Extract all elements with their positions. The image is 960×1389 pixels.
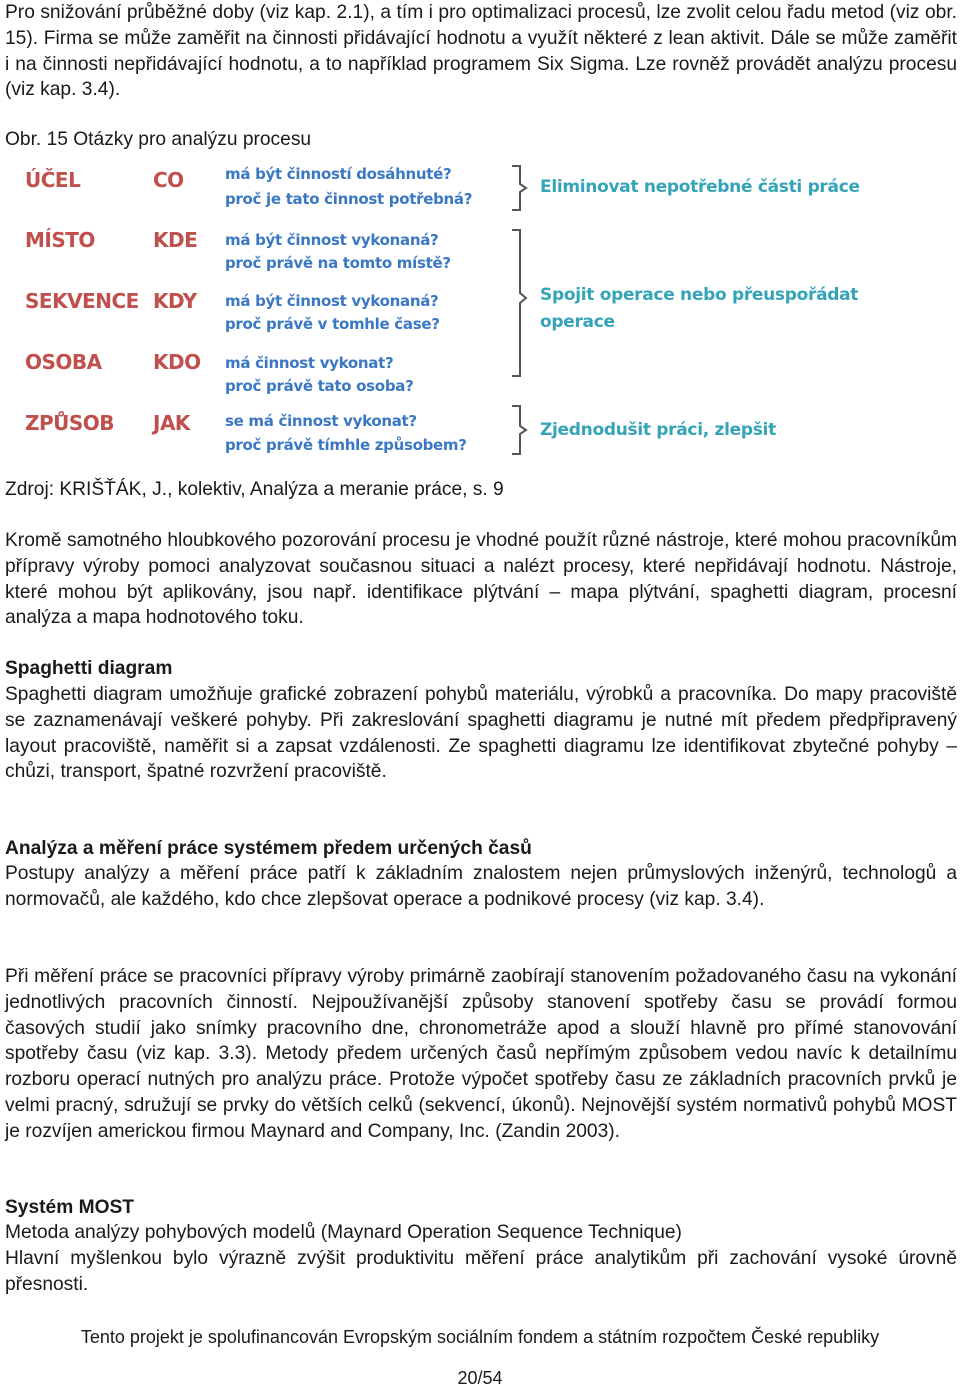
action-simplify: Zjednodušit práci, zlepšit: [540, 420, 776, 440]
question-1-line-1: má být činností dosáhnuté?: [225, 165, 452, 183]
question-word-co: CO: [153, 168, 184, 192]
question-word-jak: JAK: [153, 411, 190, 435]
most-heading: Systém MOST: [5, 1197, 135, 1218]
question-3-line-1: má být činnost vykonaná?: [225, 292, 439, 310]
action-combine-line-2: operace: [540, 312, 615, 332]
question-word-kdy: KDY: [153, 289, 197, 313]
category-ucel: ÚČEL: [25, 168, 81, 192]
bracket-bottom: [512, 406, 526, 454]
category-zpusob: ZPŮSOB: [25, 411, 115, 435]
most-line-1: Metoda analýzy pohybových modelů (Maynard Operation Sequence Technique): [5, 1222, 682, 1243]
bracket-middle: [512, 230, 526, 376]
footer-text: Tento projekt je spolufinancován Evropským sociálním fondem a státním rozpočtem České republiky: [80, 1327, 880, 1347]
most-line-2: Hlavní myšlenkou bylo výrazně zvýšit produktivitu měření práce analytikům při zachování vysoké úrovně přesnosti.: [5, 1248, 957, 1295]
page-number: 20/54: [457, 1368, 503, 1388]
figure-caption: Obr. 15 Otázky pro analýzu procesu: [5, 129, 312, 150]
category-osoba: OSOBA: [25, 350, 102, 374]
intro-paragraph: Pro snižování průběžné doby (viz kap. 2.1), a tím i pro optimalizaci procesů, lze zvolit celou řadu metod (viz obr. 15). Firma se může zaměřit na činnosti přidávající hodnotu a využít některé z lean aktivit. Dále se může zaměřit i na činnosti nepřidávající hodnotu, a to například programem Six Sigma. Lze rovněž provádět analýzu procesu (viz kap. 3.4).: [5, 2, 957, 101]
question-5-line-1: se má činnost vykonat?: [225, 412, 417, 430]
analysis-paragraph-1: Postupy analýzy a měření práce patří k základním znalostem nejen průmyslových inženýrů, technologů a normovačů, ale každého, kdo chce zlepšovat operace a podnikové procesy (viz kap. 3.4).: [5, 863, 957, 910]
tools-paragraph: Kromě samotného hloubkového pozorování procesu je vhodné použít různé nástroje, které mohou pracovníkům přípravy výroby pomoci analyzovat současnou situaci a nalézt procesy, které nepřidávají hodnotu. Nástroje, které mohou být aplikovány, jsou např. identifikace plýtvání – mapa plýtvání, spaghetti diagram, procesní analýza a mapa hodnotového toku.: [5, 530, 957, 629]
spaghetti-paragraph: Spaghetti diagram umožňuje grafické zobrazení pohybů materiálu, výrobků a pracovníka. Do mapy pracoviště se zaznamenávají veškeré pohyby. Při zakreslování spaghetti diagramu je nutné mít předem předpřipravený layout pracoviště, naměřit si a zapsat vzdálenosti. Ze spaghetti diagramu lze identifikovat zbytečné pohyby – chůzi, transport, špatné rozvržení pracoviště.: [5, 684, 957, 783]
figure-source: Zdroj: KRIŠŤÁK, J., kolektiv, Analýza a meranie práce, s. 9: [5, 479, 504, 500]
action-eliminate: Eliminovat nepotřebné části práce: [540, 177, 860, 197]
analysis-paragraph-2: Při měření práce se pracovníci přípravy výroby primárně zaobírají stanovením požadovaného času na vykonání jednotlivých pracovních činností. Nejpoužívanější způsoby stanovení spotřeby času se provádí formou časových studií jako snímky pracovního dne, chronometráže apod a slouží hlavně pro přímé stanovování spotřeby času (viz kap. 3.3). Metody předem určených časů nepřímým způsobem vedou navíc k detailnímu rozboru operací nutných pro analýzu práce. Protože výpočet spotřeby času ze základních pracovních prvků je velmi pracný, sdružují se prvky do větších celků (sekvencí, úkonů). Nejnovější systém normativů pohybů MOST je rozvíjen americkou firmou Maynard and Company, Inc. (Zandin 2003).: [5, 966, 957, 1142]
question-word-kde: KDE: [153, 228, 198, 252]
category-sekvence: SEKVENCE: [25, 289, 139, 313]
question-4-line-2: proč právě tato osoba?: [225, 377, 414, 395]
question-4-line-1: má činnost vykonat?: [225, 354, 394, 372]
analysis-heading: Analýza a měření práce systémem předem určených časů: [5, 838, 532, 859]
question-3-line-2: proč právě v tomhle čase?: [225, 315, 440, 333]
action-combine-line-1: Spojit operace nebo přeuspořádat: [540, 285, 859, 305]
question-word-kdo: KDO: [153, 350, 201, 374]
process-analysis-figure: [25, 158, 865, 463]
bracket-top: [512, 166, 526, 210]
question-5-line-2: proč právě tímhle způsobem?: [225, 436, 467, 454]
question-1-line-2: proč je tato činnost potřebná?: [225, 190, 473, 208]
spaghetti-heading: Spaghetti diagram: [5, 658, 173, 679]
category-misto: MÍSTO: [25, 228, 95, 252]
question-2-line-1: má být činnost vykonaná?: [225, 231, 439, 249]
question-2-line-2: proč právě na tomto místě?: [225, 254, 451, 272]
